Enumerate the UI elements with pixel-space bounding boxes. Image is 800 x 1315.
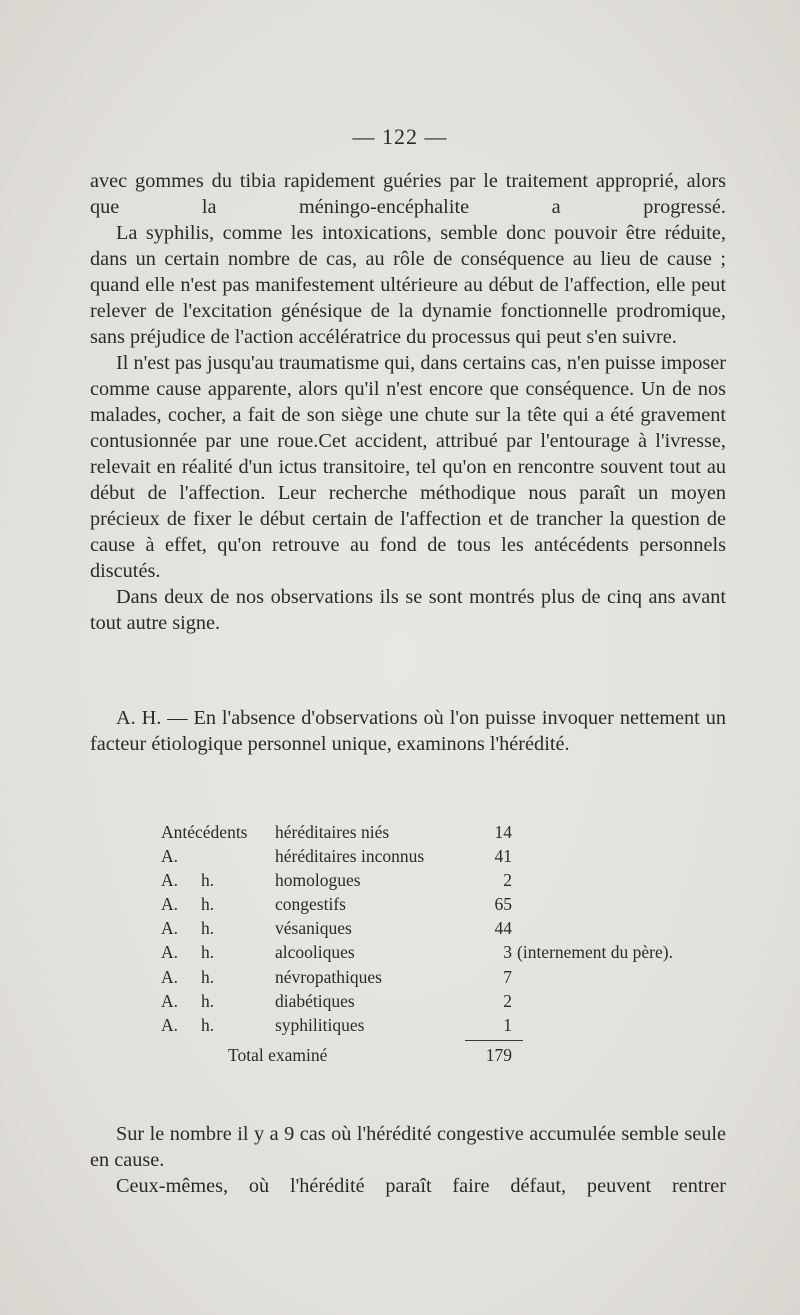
row-term: vésaniques: [275, 918, 352, 939]
text-block-heredite: [90, 705, 726, 757]
row-term: héréditaires niés: [275, 822, 390, 842]
table-row: [0, 940, 800, 964]
row-term: héréditaires inconnus: [275, 846, 425, 867]
row-count: 65: [494, 894, 512, 915]
row-abbrev: h.: [201, 918, 215, 939]
row-count: 1: [503, 1014, 512, 1035]
table-row: [0, 989, 800, 1013]
row-term: syphilitiques: [275, 1014, 365, 1035]
row-count: 2: [503, 870, 512, 891]
paragraph-continuation: avec gommes du tibia rapidement guéries par le traitement approprié, alors que la méningo-encéphalite a progressé.: [90, 170, 726, 218]
row-prefix: A.: [161, 918, 179, 939]
row-prefix: A.: [161, 1014, 179, 1035]
row-abbrev: h.: [201, 894, 215, 915]
row-abbrev: h.: [201, 1014, 215, 1035]
row-prefix: A.: [161, 966, 179, 987]
table-row: [0, 916, 800, 940]
table-row: [0, 868, 800, 892]
total-value: 179: [485, 1045, 512, 1065]
row-prefix: A.: [161, 894, 179, 915]
row-count: 2: [503, 990, 512, 1011]
table-row: [0, 844, 800, 868]
text-block-lower: [90, 1121, 726, 1199]
paragraph-heredite: A. H. — En l'absence d'observations où l'on puisse invoquer nettement un facteur étiologique personnel unique, examinons l'hérédité.: [90, 707, 726, 755]
row-abbrev: h.: [201, 966, 215, 987]
row-count: 44: [494, 918, 512, 939]
table-total-row: [0, 1043, 800, 1067]
row-prefix: A.: [161, 942, 179, 963]
table-row: [0, 1013, 800, 1037]
row-term: alcooliques: [275, 942, 355, 963]
row-prefix: A.: [161, 870, 179, 891]
text-block-upper: [90, 168, 726, 636]
row-abbrev: h.: [201, 942, 215, 963]
paragraph-observations: Dans deux de nos observations ils se sont montrés plus de cinq ans avant tout autre signe.: [90, 586, 726, 634]
total-label: Total examiné: [228, 1045, 328, 1065]
row-count: 7: [503, 966, 512, 987]
table-row: [0, 892, 800, 916]
paragraph-defaut: Ceux-mêmes, où l'hérédité paraît faire défaut, peuvent rentrer: [116, 1175, 726, 1197]
page-number: — 122 —: [352, 124, 448, 149]
paragraph-traumatisme: Il n'est pas jusqu'au traumatisme qui, dans certains cas, n'en puisse imposer comme cause apparente, alors qu'il n'est encore que conséquence. Un de nos malades, cocher, a fait de son siège une chute sur la tête qui a été gravement contusionnée par une roue.Cet accident, attribué par l'entourage à l'ivresse, relevait en réalité d'un ictus transitoire, tel qu'on en rencontre souvent tout au début de l'affection. Leur recherche méthodique nous paraît un moyen précieux de fixer le début certain de l'affection et de trancher la question de cause à effet, qu'on retrouve au fond de tous les antécédents personnels discutés.: [90, 352, 726, 582]
row-prefix: Antécédents: [161, 822, 248, 842]
row-abbrev: h.: [201, 990, 215, 1011]
row-note: (internement du père).: [517, 942, 673, 963]
paragraph-congestive: Sur le nombre il y a 9 cas où l'hérédité congestive accumulée semble seule en cause.: [90, 1123, 726, 1171]
row-abbrev: h.: [201, 870, 215, 891]
row-prefix: A.: [161, 846, 179, 867]
row-term: diabétiques: [275, 990, 355, 1011]
paragraph-syphilis: La syphilis, comme les intoxications, semble donc pouvoir être réduite, dans un certain nombre de cas, au rôle de conséquence au lieu de cause ; quand elle n'est pas manifestement ultérieure au début de l'affection, elle peut relever de l'excitation génésique de la dynamie fonctionnelle prodromique, sans préjudice de l'action accélératrice du processus qui peut s'en suivre.: [90, 222, 726, 348]
table-row: [0, 965, 800, 989]
row-prefix: A.: [161, 990, 179, 1011]
row-count: 14: [494, 822, 512, 842]
heredity-table: [0, 820, 800, 1037]
row-count: 3: [503, 942, 512, 963]
total-rule: [465, 1040, 523, 1041]
table-row: [0, 820, 800, 844]
row-term: névropathiques: [275, 966, 382, 987]
row-count: 41: [494, 846, 512, 867]
row-term: congestifs: [275, 894, 346, 915]
row-term: homologues: [275, 870, 361, 891]
